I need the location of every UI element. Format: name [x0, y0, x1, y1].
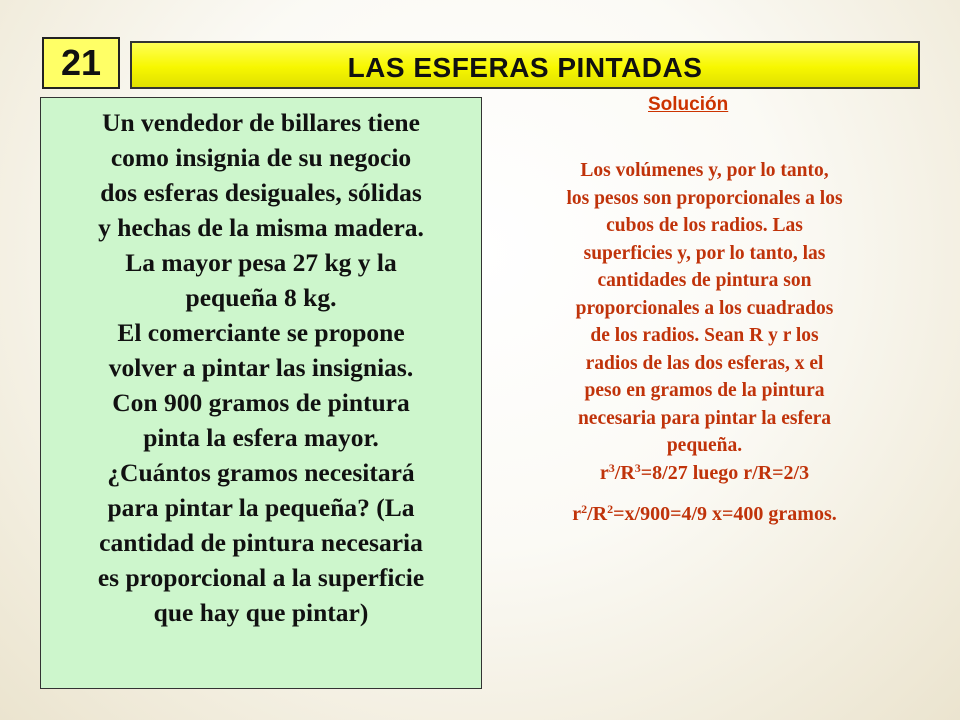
solution-line: los pesos son proporcionales a los	[566, 187, 843, 209]
problem-line: como insignia de su negocio	[110, 143, 412, 172]
formula-square-ratio	[502, 501, 907, 529]
problem-line: para pintar la pequeña? (La	[107, 493, 415, 522]
formula-exponent: 2	[607, 502, 614, 516]
problem-number: 21	[60, 42, 102, 83]
problem-line: El comerciante se propone	[117, 318, 405, 347]
problem-statement-box	[40, 97, 482, 689]
problem-line: pequeña 8 kg.	[185, 283, 337, 312]
solution-line: superficies y, por lo tanto, las	[583, 242, 826, 264]
problem-line: es proporcional a la superficie	[97, 563, 425, 592]
problem-line: ¿Cuántos gramos necesitará	[107, 458, 415, 487]
solution-line: pequeña.	[666, 435, 743, 456]
solution-heading: Solución	[648, 94, 729, 115]
problem-line: La mayor pesa 27 kg y la	[125, 248, 397, 277]
page-title: LAS ESFERAS PINTADAS	[347, 52, 703, 83]
formula-exponent: 3	[608, 460, 615, 475]
problem-line: Con 900 gramos de pintura	[112, 388, 410, 417]
formula-term: r	[572, 503, 582, 525]
problem-line: Un vendedor de billares tiene	[102, 108, 420, 137]
solution-line: peso en gramos de la pintura	[584, 380, 825, 401]
formula-term: /R	[587, 503, 608, 525]
solution-text	[502, 157, 907, 529]
formula-cube-ratio	[502, 460, 907, 488]
formula-term: r	[599, 461, 609, 484]
formula-exponent: 3	[634, 460, 641, 475]
formula-result: =8/27 luego r/R=2/3	[640, 461, 810, 484]
solution-line: proporcionales a los cuadrados	[575, 297, 834, 319]
formula-term: /R	[614, 461, 635, 484]
problem-line: pinta la esfera mayor.	[143, 423, 379, 452]
problem-line: volver a pintar las insignias.	[108, 353, 414, 382]
solution-line: de los radios. Sean R y r los	[590, 325, 819, 346]
problem-number-badge	[42, 37, 120, 89]
title-banner	[130, 41, 920, 89]
solution-line: cubos de los radios. Las	[606, 215, 803, 236]
formula-exponent: 2	[581, 502, 588, 516]
problem-line: y hechas de la misma madera.	[98, 213, 424, 242]
formula-result: =x/900=4/9 x=400 gramos.	[613, 503, 837, 525]
problem-line: cantidad de pintura necesaria	[99, 528, 423, 557]
solution-line: radios de las dos esferas, x el	[585, 352, 824, 374]
problem-line: dos esferas desiguales, sólidas	[100, 178, 422, 207]
solution-line: cantidades de pintura son	[597, 270, 812, 291]
solution-line: Los volúmenes y, por lo tanto,	[580, 160, 829, 181]
problem-line: que hay que pintar)	[153, 598, 369, 627]
solution-line: necesaria para pintar la esfera	[577, 407, 832, 429]
